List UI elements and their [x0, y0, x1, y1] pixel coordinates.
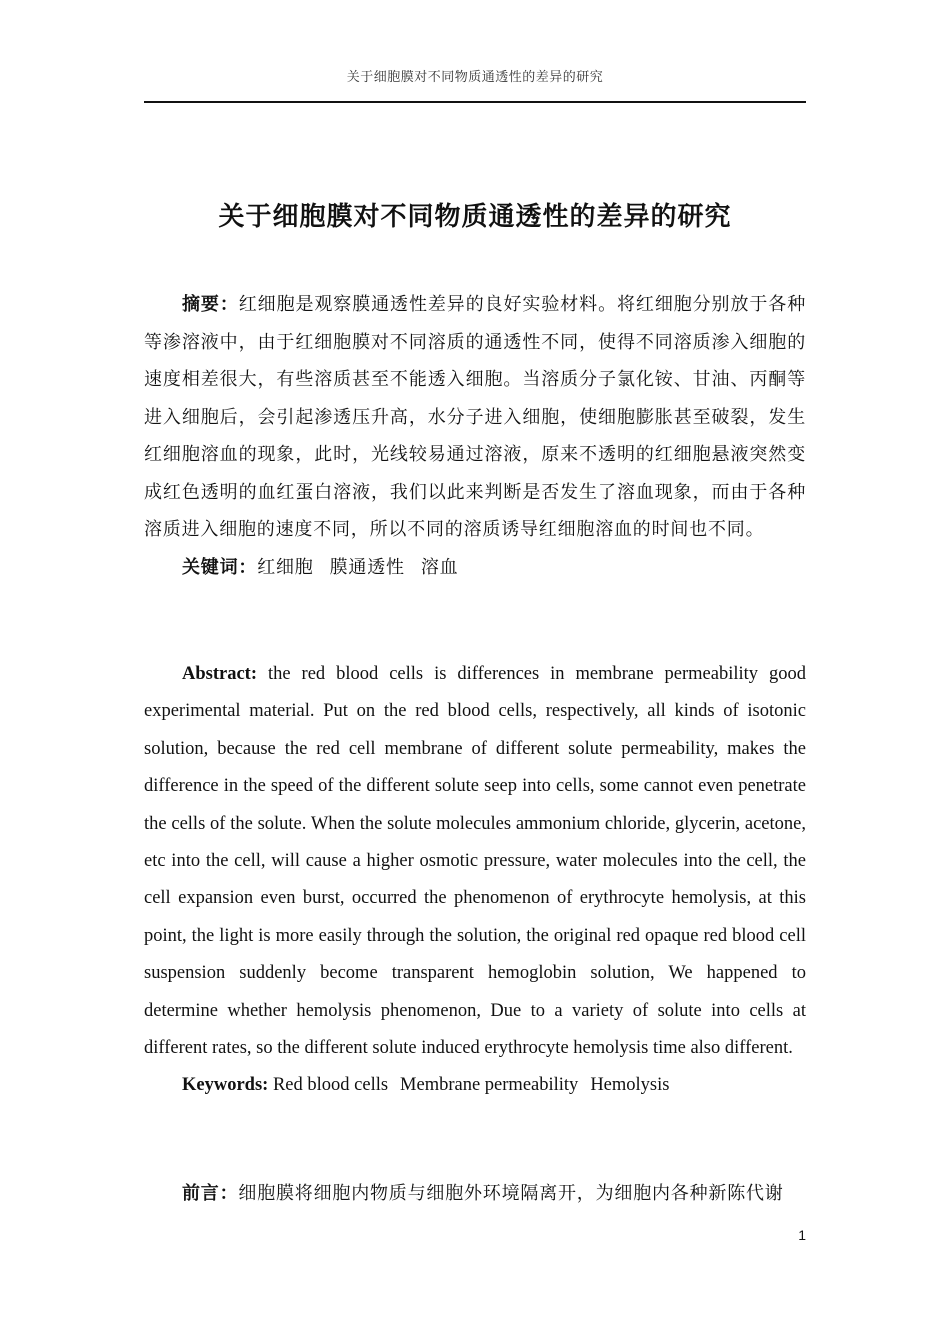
chinese-keyword: 溶血: [420, 556, 459, 578]
chinese-abstract-text: 红细胞是观察膜通透性差异的良好实验材料。将红细胞分别放于各种等渗溶液中，由于红细胞膜对不同溶质的通透性不同，使得不同溶质渗入细胞的速度相差很大，有些溶质甚至不能透入细胞。当溶质分子氯化铵、甘油、丙酮等进入细胞后，会引起渗透压升高，水分子进入细胞，使细胞膨胀甚至破裂，发生红细胞溶血的现象，此时，光线较易通过溶液，原来不透明的红细胞悬液突然变成红色透明的血红蛋白溶液，我们以此来判断是否发生了溶血现象，而由于各种溶质进入细胞的速度不同，所以不同的溶质诱导红细胞溶血的时间也不同。: [144, 294, 807, 540]
english-abstract: [144, 656, 806, 1067]
english-abstract-label: Abstract:: [182, 664, 258, 684]
page-number: 1: [798, 1227, 806, 1243]
english-abstract-text: the red blood cells is differences in membrane permeability good experimental material. Put on the red blood cells, respectively, all kinds of isotonic solution, because the red cell membrane of different solute permeability, makes the difference in the speed of the different solute seep into cells, some cannot even penetrate the cells of the solute. When the solute molecules ammonium chloride, glycerin, acetone, etc into the cell, will cause a higher osmotic pressure, water molecules into the cell, the cell expansion even burst, occurred the phenomenon of erythrocyte hemolysis, at this point, the light is more easily through the solution, the original red opaque red blood cell suspension suddenly become transparent hemoglobin solution, We happened to determine whether hemolysis phenomenon, Due to a variety of solute into cells at different rates, so the different solute induced erythrocyte hemolysis time also different.: [144, 664, 806, 1059]
paper-title: 关于细胞膜对不同物质通透性的差异的研究: [218, 202, 732, 232]
running-header: 关于细胞膜对不同物质通透性的差异的研究: [346, 70, 604, 85]
chinese-keyword: 红细胞: [257, 556, 314, 578]
chinese-abstract-section: [144, 286, 806, 586]
header-divider: [144, 101, 806, 103]
english-keyword: Membrane permeability: [400, 1075, 579, 1096]
chinese-keywords-label: 关键词：: [182, 556, 258, 578]
chinese-keyword: 膜通透性: [329, 556, 405, 578]
english-keywords-label: Keywords:: [182, 1075, 269, 1096]
english-keywords: [144, 1067, 806, 1104]
chinese-keywords: [144, 549, 806, 587]
preface-paragraph: [144, 1175, 806, 1213]
preface-label: 前言：: [182, 1183, 239, 1204]
chinese-abstract-label: 摘要：: [182, 294, 239, 315]
english-keyword: Red blood cells: [272, 1075, 389, 1096]
english-keyword: Hemolysis: [590, 1075, 670, 1096]
chinese-abstract: [144, 286, 806, 549]
preface-text: 细胞膜将细胞内物质与细胞外环境隔离开，为细胞内各种新陈代谢: [238, 1183, 784, 1204]
english-abstract-section: [144, 656, 806, 1105]
preface-section: [144, 1175, 806, 1213]
